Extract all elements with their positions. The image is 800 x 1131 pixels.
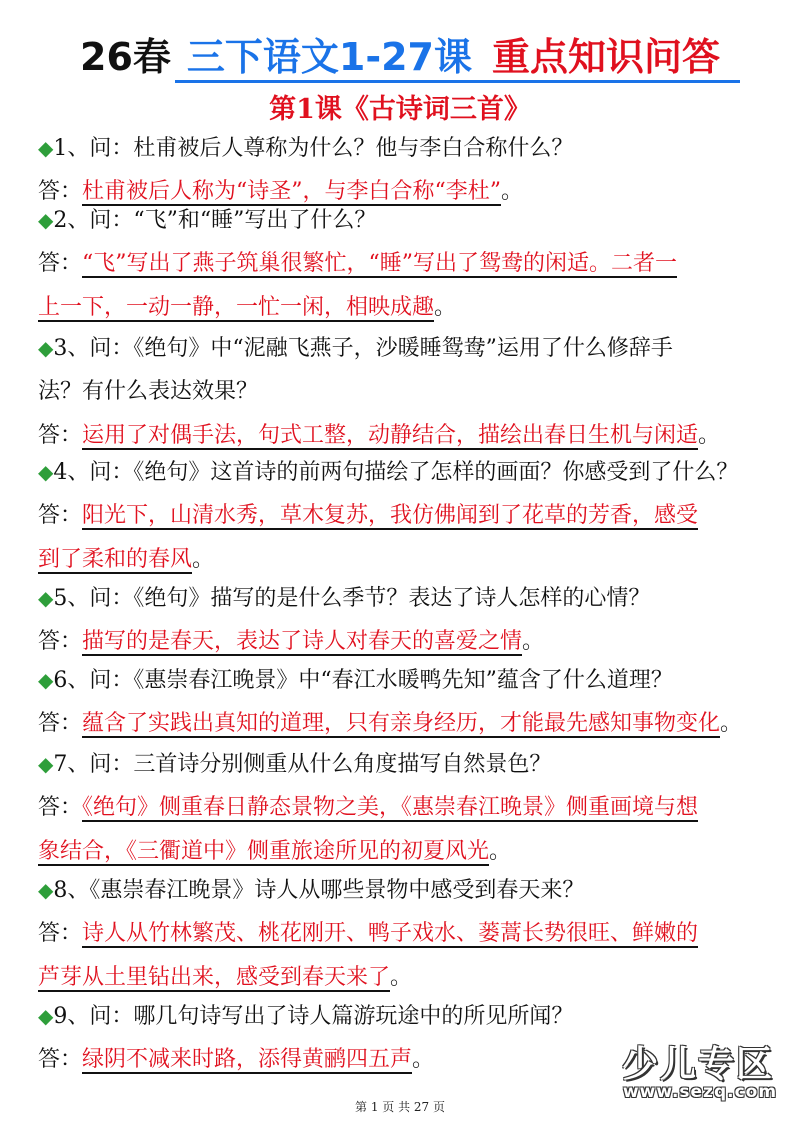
qa-item-6 (38, 658, 762, 746)
question-line: ◆4、问：《绝句》这首诗的前两句描绘了怎样的画面？你感受到了什么？ (38, 460, 739, 485)
diamond-bullet-icon: ◆ (38, 460, 54, 484)
question-line: ◆3、问：《绝句》中“泥融飞燕子，沙暖睡鸳鸯”运用了什么修辞手 (38, 336, 673, 361)
answer-line: 答：“飞”写出了燕子筑巢很繁忙，“睡”写出了鸳鸯的闲适。二者一 (38, 251, 678, 276)
title-underline (175, 80, 740, 83)
title-topic: 重点知识问答 (491, 35, 720, 79)
answer-line: 象结合，《三衢道中》侧重旅途所见的初夏风光。 (38, 839, 512, 864)
watermark-logo: 少儿专区 (621, 1044, 774, 1085)
question-line: 法？有什么表达效果？ (38, 379, 259, 404)
question-line: ◆9、问：哪几句诗写出了诗人篇游玩途中的所见所闻？ (38, 1004, 574, 1029)
question-line: ◆1、问：杜甫被后人尊称为什么？他与李白合称什么？ (38, 136, 574, 161)
qa-item-2 (38, 198, 762, 330)
answer-line: 答：描写的是春天，表达了诗人对春天的喜爱之情。 (38, 629, 545, 654)
answer-line: 答：《绝句》侧重春日静态景物之美，《惠崇春江晚景》侧重画境与想 (38, 795, 699, 820)
answer-line: 答：运用了对偶手法，句式工整，动静结合，描绘出春日生机与闲适。 (38, 423, 721, 448)
qa-item-7 (38, 742, 762, 874)
answer-line: 答：绿阴不减来时路，添得黄鹂四五声。 (38, 1047, 435, 1072)
qa-item-3 (38, 326, 762, 458)
title-year: 26春 (80, 35, 171, 79)
question-line: ◆6、问：《惠崇春江晚景》中“春江水暖鸭先知”蕴含了什么道理？ (38, 668, 673, 693)
question-line: ◆5、问：《绝句》描写的是什么季节？表达了诗人怎样的心情？ (38, 586, 651, 611)
answer-line: 答：阳光下，山清水秀，草木复苏，我仿佛闻到了花草的芳香，感受 (38, 503, 699, 528)
answer-line: 到了柔和的春风。 (38, 547, 215, 572)
diamond-bullet-icon: ◆ (38, 878, 54, 902)
diamond-bullet-icon: ◆ (38, 1004, 54, 1028)
diamond-bullet-icon: ◆ (38, 136, 54, 160)
answer-line: 上一下，一动一静，一忙一闲，相映成趣。 (38, 295, 457, 320)
diamond-bullet-icon: ◆ (38, 668, 54, 692)
answer-line: 答：杜甫被后人称为“诗圣”，与李白合称“李杜”。 (38, 179, 524, 204)
lesson-title: 第1课《古诗词三首》 (269, 94, 531, 125)
qa-item-5 (38, 576, 762, 664)
question-line: ◆2、问：“飞”和“睡”写出了什么？ (38, 208, 377, 233)
qa-item-4 (38, 450, 762, 582)
diamond-bullet-icon: ◆ (38, 586, 54, 610)
diamond-bullet-icon: ◆ (38, 336, 54, 360)
title-subject: 三下语文1-27课 (186, 35, 472, 79)
answer-line: 答：诗人从竹林繁茂、桃花刚开、鸭子戏水、蒌蒿长势很旺、鲜嫩的 (38, 921, 699, 946)
question-line: ◆8、《惠崇春江晚景》诗人从哪些景物中感受到春天来？ (38, 878, 585, 903)
qa-item-8 (38, 868, 762, 1000)
page-number: 第 1 页 共 27 页 (355, 1100, 445, 1114)
question-line: ◆7、问：三首诗分别侧重从什么角度描写自然景色？ (38, 752, 552, 777)
answer-line: 答：蕴含了实践出真知的道理，只有亲身经历，才能最先感知事物变化。 (38, 711, 743, 736)
watermark-url: www.sezq.com (622, 1082, 778, 1102)
diamond-bullet-icon: ◆ (38, 208, 54, 232)
answer-line: 芦芽从土里钻出来，感受到春天来了。 (38, 965, 413, 990)
page-title (0, 34, 800, 80)
diamond-bullet-icon: ◆ (38, 752, 54, 776)
